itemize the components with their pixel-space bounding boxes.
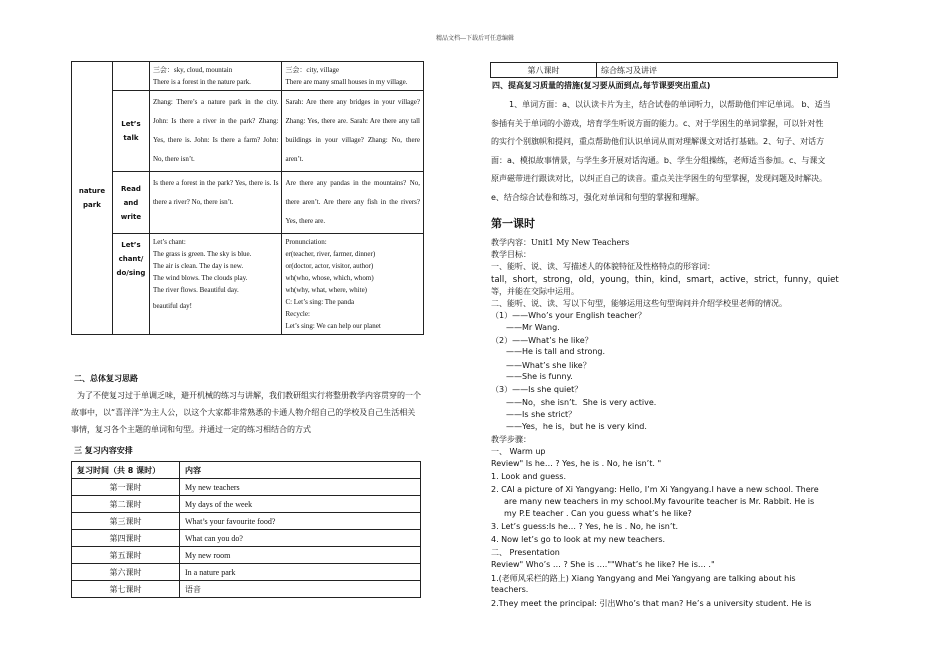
- schedule-table: [71, 461, 421, 598]
- section4-text: 1、单词方面：a、以认读卡片为主，结合试卷的单词听力，以帮助他们牢记单词。 b、适当 参插有关于单词的小游戏，培育学生听说方面的能力。c、对于学困生的单词掌握，可以针对性 的实行个别旗帜和提问，重点帮助他们认识单词从而对理解课文对话打基础。2、句子、对话方 面：a、模拟故事情景，与学生多开展对话沟通。b、学生分组操练，老师适当参加。c、与课文 原声磁带进行跟读对比，以纠正自己的读音。重点关注学困生的句型掌握，发现问题及时解决。 e、结合综合试卷和练习，强化对单词和句型的掌握和理解。: [491, 100, 831, 202]
- steps-line: 教学步骤：: [491, 435, 531, 444]
- cell-row0-right: 三会：city, village There are many small houses in my village.: [282, 62, 424, 91]
- page-header: 精品文档---下载后可任意编辑: [435, 35, 515, 42]
- cell-row3-left: Let’s chant: The grass is green. The sky is blue. The air is clean. The day is new. The wind blows. The clouds play. The river flows. Beautiful day. beautiful day!: [149, 234, 282, 335]
- dialog-line: ——What’s she like？: [506, 361, 591, 370]
- presentation-item: 1.(老师风采栏的路上) Xiang Yangyang and Mei Yangyang are talking about his: [491, 574, 796, 583]
- section2-text: 为了不使复习过于单调乏味，避开机械的练习与讲解，我们教研组实行将整册教学内容贯穿的一个故事中，以“喜洋洋”为主人公，以这个大家都非常熟悉的卡通人物介绍自己的学校及自己生活相关事情，复习各个主题的单词和句型。并通过一定的练习相结合的方式: [71, 391, 421, 434]
- cell-row2-right: Are there any pandas in the mountains? No, there aren’t. Are there any fish in the rivers? Yes, there are.: [282, 172, 424, 234]
- empty-label-cell: [112, 62, 149, 91]
- section3-heading: 三 复习内容安排: [74, 446, 133, 455]
- content-line: 教学内容：Unit1 My New Teachers: [491, 238, 630, 247]
- dialog-line: ——Yes，he is，but he is very kind.: [506, 422, 647, 431]
- cell-row1-left: Zhang: There’s a nature park in the city. John: Is there a river in the park? Zhang: Yes, there is. John: Is there a farm? John: No, there isn’t.: [149, 91, 282, 172]
- step-item: 2. CAI a picture of Xi Yangyang: Hello, I’m Xi Yangyang.I have a new school. There: [491, 485, 819, 494]
- step-item: are many new teachers in my school.My favourite teacher is Mr. Rabbit. He is: [504, 497, 815, 506]
- table-row: 第八课时 综合练习及讲评: [491, 63, 838, 78]
- row-label-chant: Let’s chant/ do/sing: [112, 234, 149, 335]
- section4-heading: 四、提高复习质量的措施(复习要从面到点,每节课要突出重点): [492, 81, 711, 90]
- step-item: 4. Now let’s go to look at my new teachers.: [491, 535, 666, 544]
- row-label-read: Read and write: [112, 172, 149, 234]
- presentation-item: 2.They meet the principal: 引出Who’s that man? He’s a university student. He is: [491, 599, 812, 608]
- cell-row0-left: 三会：sky, cloud, mountain There is a forest in the nature park.: [149, 62, 282, 91]
- review-line: Review" Is he… ? Yes, he is . No, he isn’t. ": [491, 459, 662, 468]
- warm-up-heading: 一、 Warm up: [491, 447, 546, 456]
- lesson-title: 第一课时: [491, 217, 535, 230]
- cell-row1-right: Sarah: Are there any bridges in your village? Zhang: Yes, there are. Sarah: Are there any tall buildings in your village? Zhang: No, there aren’t.: [282, 91, 424, 172]
- review-line: Review" Who’s … ? She is ….""What’s he like? He is… .": [491, 560, 715, 569]
- step-item: my P.E teacher . Can you guess what’s he like?: [504, 509, 692, 518]
- step-item: 3. Let’s guess:Is he… ? Yes, he is . No, he isn’t.: [491, 522, 679, 531]
- dialog-line: ——Mr Wang.: [506, 323, 560, 332]
- table-row: 第六课时 In a nature park: [72, 564, 421, 581]
- goal-2: 二、能听、说、读、写以下句型，能够运用这些句型询问并介绍学校里老师的情况。: [491, 299, 787, 308]
- dialog-line: （1）——Who’s your English teacher？: [491, 311, 646, 320]
- schedule-table-continued: [490, 62, 838, 78]
- presentation-heading: 二、 Presentation: [491, 548, 560, 557]
- table-row: 第二课时 My days of the week: [72, 496, 421, 513]
- table-row: 第四课时 What can you do?: [72, 530, 421, 547]
- section2-heading: 二、总体复习思路: [74, 374, 138, 383]
- goal-1-words: tall，short，strong，old，young，thin，kind，smart，active，strict，funny，quiet: [491, 275, 839, 285]
- dialog-line: ——No，she isn’t．She is very active.: [506, 398, 657, 407]
- step-item: 1. Look and guess.: [491, 472, 566, 481]
- cell-row3-right: Pronunciation: er(teacher, river, farmer, dinner) or(doctor, actor, visitor, author) wh(who, whose, which, whom) wh(why, what, where, white) C: Let’s sing: The panda Recycle: Let’s sing: We can help our planet: [282, 234, 424, 335]
- dialog-line: ——He is tall and strong.: [506, 347, 606, 356]
- goal-1: 一、能听、说、读、写描述人的体貌特征及性格特点的形容词：: [491, 262, 715, 271]
- unit-table: [71, 61, 424, 335]
- dialog-line: （2）——What’s he like？: [491, 336, 593, 345]
- table-row: 第一课时 My new teachers: [72, 479, 421, 496]
- cell-row2-left: Is there a forest in the park? Yes, there is. Is there a river? No, there isn’t.: [149, 172, 282, 234]
- presentation-item: teachers.: [491, 585, 529, 594]
- row-label-talk: Let’s talk: [112, 91, 149, 172]
- dialog-line: ——She is funny.: [506, 372, 573, 381]
- schedule-header-time: 复习时间（共 8 课时）: [72, 462, 180, 479]
- schedule-header-content: 内容: [180, 462, 421, 479]
- table-row: 第七课时 语音: [72, 581, 421, 598]
- table-row: 第五课时 My new room: [72, 547, 421, 564]
- goal-line: 教学目标：: [491, 250, 531, 259]
- section-label: nature park: [72, 62, 113, 335]
- dialog-line: （3）——Is she quiet？: [491, 385, 583, 394]
- goal-1-words-cont: 等，并能在交际中运用。: [491, 287, 579, 296]
- table-row: 第三课时 What’s your favourite food?: [72, 513, 421, 530]
- dialog-line: ——Is she strict？: [506, 410, 577, 419]
